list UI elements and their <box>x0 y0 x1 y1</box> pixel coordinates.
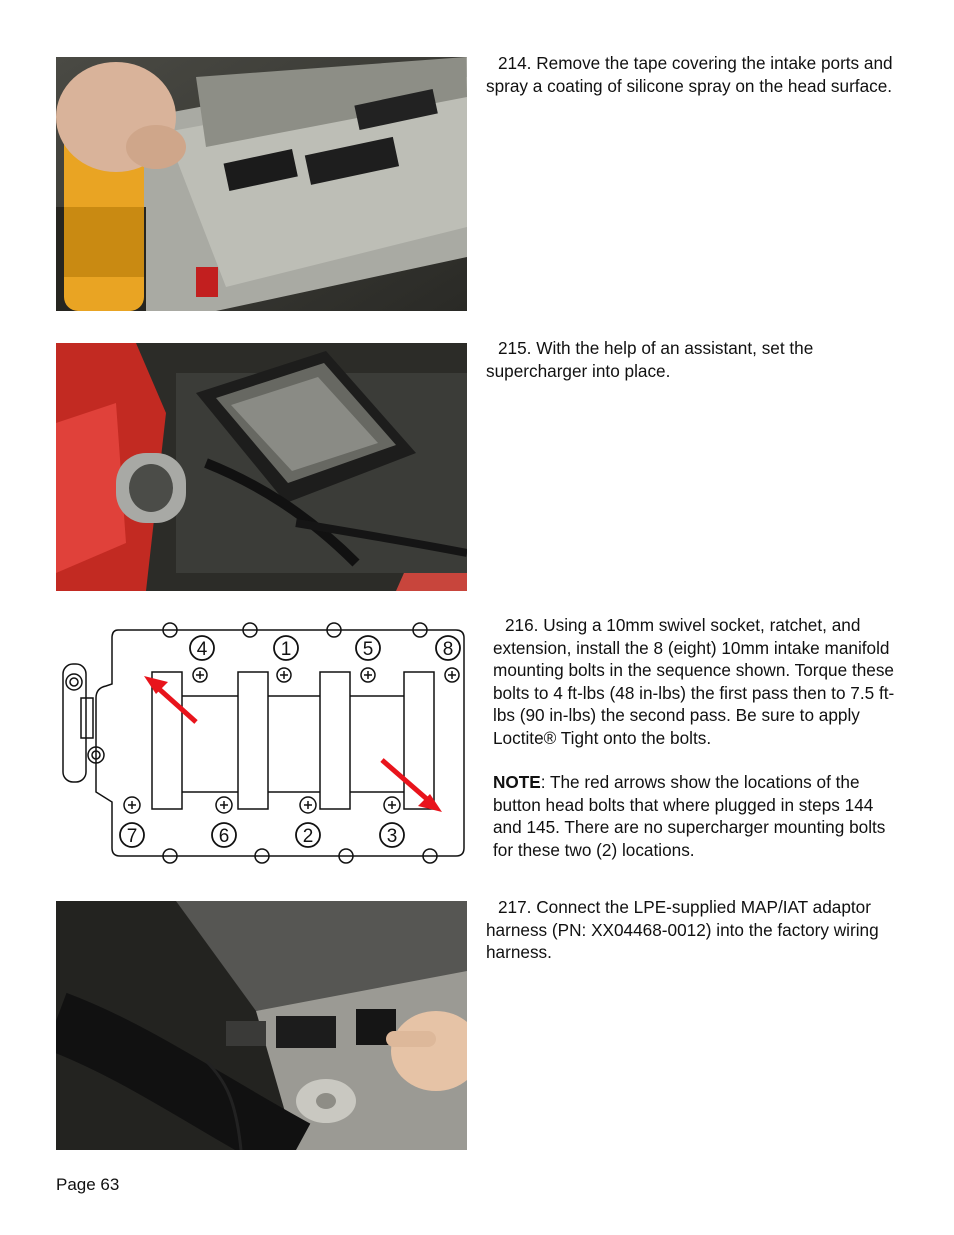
step-text: 215. With the help of an assistant, set the supercharger into place. <box>486 338 814 381</box>
bolt-icon <box>445 668 459 682</box>
step-216-text <box>493 614 898 861</box>
step-214-text <box>486 52 898 97</box>
bolt-number: 5 <box>362 639 374 660</box>
bolt-icon <box>216 797 232 813</box>
step-text: 217. Connect the LPE-supplied MAP/IAT adaptor harness (PN: XX04468-0012) into the factory wiring harness. <box>486 897 879 962</box>
bolt-icon <box>277 668 291 682</box>
bolt-icon <box>361 668 375 682</box>
photo-step-215 <box>56 343 467 591</box>
bolt-number: 2 <box>302 826 314 847</box>
photo-step-217 <box>56 901 467 1150</box>
bolt-icon <box>193 668 207 682</box>
bolt-icon <box>384 797 400 813</box>
bolt-icon <box>300 797 316 813</box>
bolt-icon <box>124 797 140 813</box>
bolt-number: 4 <box>196 639 208 660</box>
note-label: NOTE <box>493 772 541 792</box>
bolt-number: 8 <box>442 639 454 660</box>
step-text: 216. Using a 10mm swivel socket, ratchet, and extension, install the 8 (eight) 10mm intake manifold mounting bolts in the sequence shown. Torque these bolts to 4 ft-lbs (48 in-lbs) the first pass then to 7.5 ft-lbs (90 in-lbs) the second pass. Be sure to apply Loctite® Tight onto the bolts. <box>493 615 895 748</box>
page-number: Page 63 <box>56 1175 120 1194</box>
note-text: : The red arrows show the locations of the button head bolts that where plugged in steps 144 and 145. There are no supercharger mounting bolts for these two (2) locations. <box>493 772 886 860</box>
step-215-text <box>486 337 898 382</box>
bolt-number: 3 <box>386 826 398 847</box>
bolt-sequence-diagram <box>56 612 467 867</box>
step-217-text <box>486 896 898 964</box>
bolt-number: 1 <box>280 639 292 660</box>
note-paragraph <box>493 771 898 861</box>
bolt-number: 7 <box>126 826 138 847</box>
photo-step-214 <box>56 57 467 311</box>
step-text: 214. Remove the tape covering the intake ports and spray a coating of silicone spray on the head surface. <box>486 53 893 96</box>
bolt-number: 6 <box>218 826 230 847</box>
red-arrow-icon <box>382 760 442 812</box>
